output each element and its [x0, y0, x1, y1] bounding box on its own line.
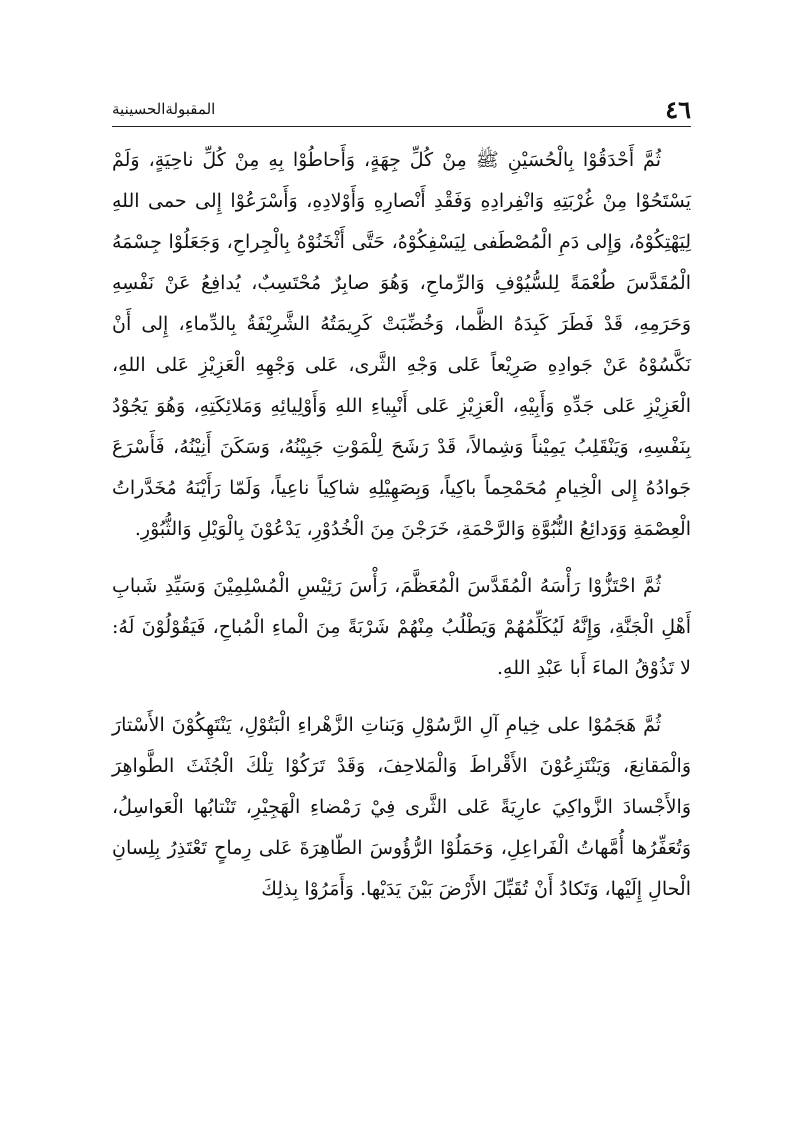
body-text [112, 140, 691, 926]
paragraph-3: ثُمَّ هَجَمُوْا على خِيامِ آلِ الرَّسُوْلِ وَبَناتِ الزَّهْراءِ الْبَتُوْلِ، يَنْتَهِكُوْنَ الأَسْتارَ وَالْمَقانِعَ، وَيَنْتَزِعُوْنَ الأَقْراطَ وَالْمَلاحِفَ، وَقَدْ تَرَكُوْا تِلْكَ الْجُثَثَ الطَّواهِرَ وَالأَجْسادَ الزَّواكِيَ عارِيَةً عَلى الثَّرى فِيْ رَمْضاءِ الْهَجِيْرِ، تَنْتابُها الْعَواسِلُ، وَتُعَفِّرُها أُمَّهاتُ الْفَراعِلِ، وَحَمَلُوْا الرُّؤُوسَ الطّاهِرَةَ عَلى رِماحٍ تَعْتَذِرُ بِلِسانِ الْحالِ إِلَيْها، وَتَكادُ أَنْ تُقَبِّلَ الأَرْضَ بَيْنَ يَدَيْها. وَأَمَرُوْا بِذلِكَ [112, 714, 691, 900]
running-title: المقبولةالحسينية [112, 100, 216, 118]
page-header [112, 92, 691, 127]
paragraph-2: ثُمَّ احْتَزُّوْا رَأْسَهُ الْمُقَدَّسَ الْمُعَظَّمَ، رَأْسَ رَئِيْسِ الْمُسْلِمِيْنَ وَسَيِّدِ شَبابِ أَهْلِ الْجَنَّةِ، وَإِنَّهُ لَيُكَلِّمُهُمْ وَيَطْلُبُ مِنْهُمْ شَرْبَةً مِنَ الْماءِ الْمُباحِ، فَيَقُوْلُوْنَ لَهُ: لا تَذُوْقُ الماءَ أَبا عَبْدِ اللهِ. [112, 575, 691, 679]
page-number: ٤٦ [665, 94, 691, 124]
paragraph-1: ثُمَّ أَحْدَقُوْا بِالْحُسَيْنِ ﷺ مِنْ كُلِّ جِهَةٍ، وَأَحاطُوْا بِهِ مِنْ كُلِّ ناحِيَةٍ، وَلَمْ يَسْتَحُوْا مِنْ غُرْبَتِهِ وَانْفِرادِهِ وَفَقْدِ أَنْصارِهِ وَأَوْلادِهِ، وَأَسْرَعُوْا إِلى حمى اللهِ لِيَهْتِكُوْهُ، وَإِلى دَمِ الْمُصْطَفى لِيَسْفِكُوْهُ، حَتَّى أَثْخَنُوْهُ بِالْجِراحِ، وَجَعَلُوْا جِسْمَهُ الْمُقَدَّسَ طُعْمَةً لِلسُّيُوْفِ وَالرِّماحِ، وَهُوَ صابِرٌ مُحْتَسِبٌ، يُدافِعُ عَنْ نَفْسِهِ وَحَرَمِهِ، قَدْ فَطَرَ كَبِدَهُ الظَّما، وَخُضِّبَتْ كَرِيمَتُهُ الشَّرِيْفَةُ بِالدِّماءِ، إِلى أَنْ نَكَّسُوْهُ عَنْ جَوادِهِ صَرِيْعاً عَلى وَجْهِ الثَّرى، عَلى وَجْهِهِ الْعَزِيْزِ عَلى اللهِ، الْعَزِيْزِ عَلى جَدِّهِ وَأَبِيْهِ، الْعَزِيْزِ عَلى أَنْبِياءِ اللهِ وَأَوْلِيائِهِ وَمَلائِكَتِهِ، وَهُوَ يَجُوْدُ بِنَفْسِهِ، وَيَنْقَلِبُ يَمِيْناً وَشِمالاً، قَدْ رَشَحَ لِلْمَوْتِ جَبِيْنُهُ، وَسَكَنَ أَنِيْنُهُ، فَأَسْرَعَ جَوادُهُ إِلى الْخِيامِ مُحَمْحِماً باكِياً، وَبِصَهِيْلِهِ شاكِياً ناعِياً، وَلَمّا رَأَيْنَهُ مُخَدَّراتُ الْعِصْمَةِ وَوَدائِعُ النُّبُوَّةِ وَالرَّحْمَةِ، خَرَجْنَ مِنَ الْخُدُوْرِ، يَدْعُوْنَ بِالْوَيْلِ وَالثُّبُوْرِ. [112, 149, 691, 540]
